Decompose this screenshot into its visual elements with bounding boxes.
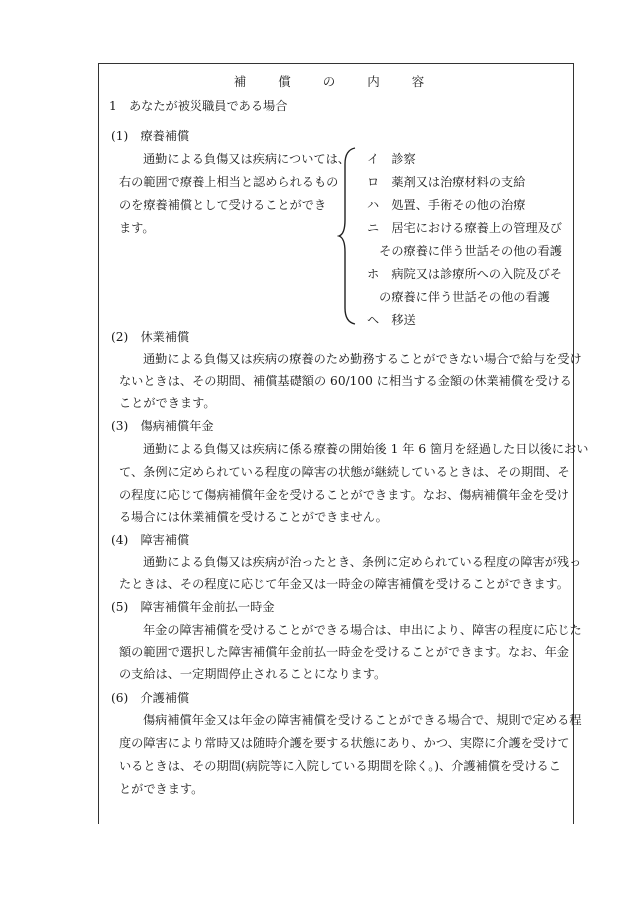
list-item: ニ 居宅における療養上の管理及び — [367, 221, 562, 235]
paragraph-line: ます。 — [119, 221, 155, 235]
paragraph-line: 通勤による負傷又は疾病については、 — [143, 152, 350, 166]
paragraph-line: 右の範囲で療養上相当と認められるもの — [119, 175, 339, 189]
list-item: イ 診察 — [367, 152, 416, 166]
paragraph-line: の支給は、一定期間停止されることになります。 — [119, 667, 387, 681]
list-item: の療養に伴う世話その他の看護 — [367, 290, 550, 304]
paragraph-line: 度の障害により常時又は随時介護を要する状態にあり、かつ、実際に介護を受けて — [119, 736, 570, 750]
subsection-heading-injury-pension: (3) 傷病補償年金 — [111, 419, 214, 433]
subsection-heading-medical: (1) 療養補償 — [111, 129, 190, 143]
paragraph-line: 年金の障害補償を受けることができる場合は、申出により、障害の程度に応じた — [143, 623, 582, 637]
paragraph-line: たときは、その程度に応じて年金又は一時金の障害補償を受けることができます。 — [119, 577, 569, 591]
subsection-heading-nursing: (6) 介護補償 — [111, 691, 190, 705]
page-title: 補 償 の 内 容 — [233, 74, 439, 89]
list-item: ハ 処置、手術その他の治療 — [367, 198, 526, 212]
paragraph-line: 通勤による負傷又は疾病の療養のため勤務することができない場合で給与を受け — [143, 352, 582, 366]
list-item: ホ 病院又は診療所への入院及びそ — [367, 267, 562, 281]
list-item: ヘ 移送 — [367, 313, 416, 327]
paragraph-line: いるときは、その期間(病院等に入院している期間を除く。)、介護補償を受けるこ — [119, 759, 561, 773]
paragraph-line: ことができます。 — [119, 396, 216, 410]
list-item: その療養に伴う世話その他の看護 — [367, 244, 562, 258]
paragraph-line: 額の範囲で選択した障害補償年金前払一時金を受けることができます。なお、年金 — [119, 645, 569, 659]
paragraph-line: 通勤による負傷又は疾病が治ったとき、条例に定められている程度の障害が残っ — [143, 555, 582, 569]
paragraph-line: 傷病補償年金又は年金の障害補償を受けることができる場合で、規則で定める程 — [143, 713, 582, 727]
paragraph-line: て、条例に定められている程度の障害の状態が継続しているときは、その期間、そ — [119, 465, 570, 479]
paragraph-line: の程度に応じて傷病補償年金を受けることができます。なお、傷病補償年金を受け — [119, 488, 569, 502]
paragraph-line: ないときは、その期間、補償基礎額の 60/100 に相当する金額の休業補償を受ける — [119, 374, 572, 388]
subsection-heading-advance-payment: (5) 障害補償年金前払一時金 — [111, 600, 275, 614]
paragraph-line: のを療養補償として受けることができ — [119, 198, 327, 212]
subsection-heading-leave: (2) 休業補償 — [111, 330, 190, 344]
list-item: ロ 薬剤又は治療材料の支給 — [367, 175, 526, 189]
paragraph-line: 通勤による負傷又は疾病に係る療養の開始後 1 年 6 箇月を経過した日以後におい — [143, 442, 589, 456]
compensation-table — [98, 63, 589, 824]
paragraph-line: とができます。 — [119, 782, 204, 796]
paragraph-line: る場合には休業補償を受けることができません。 — [119, 510, 388, 524]
curly-brace-icon — [337, 146, 359, 326]
section-heading: 1 あなたが被災職員である場合 — [109, 99, 288, 113]
subsection-heading-disability: (4) 障害補償 — [111, 533, 190, 547]
